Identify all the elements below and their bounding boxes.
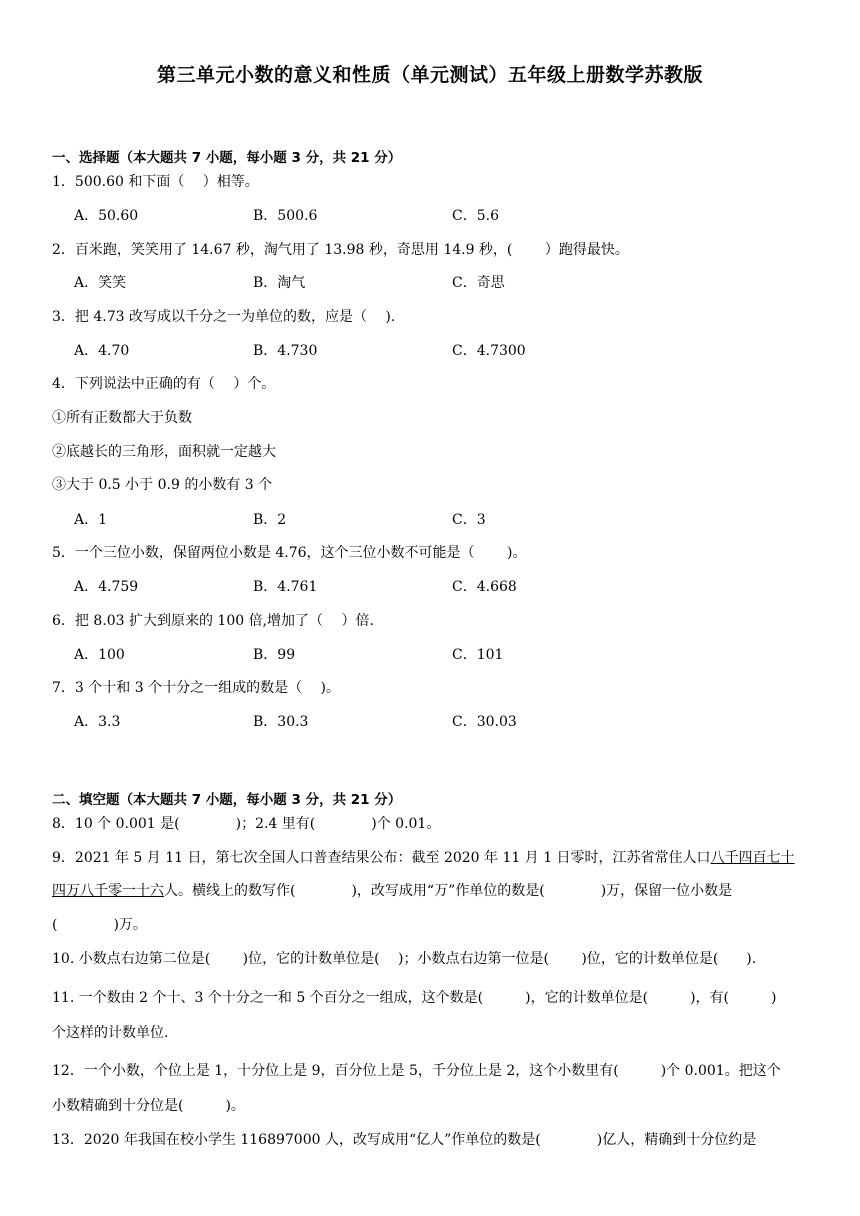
question-5: 5．一个三位小数，保留两位小数是 4.76，这个三位小数不可能是（ )。 [52, 545, 527, 561]
page-title: 第三单元小数的意义和性质（单元测试）五年级上册数学苏教版 [156, 64, 703, 86]
question-3: 3．把 4.73 改写成以千分之一为单位的数，应是（ ). [52, 309, 396, 325]
option-c: C．5.6 [452, 208, 499, 224]
question-9-line-2 [52, 881, 812, 901]
question-9-text: 9．2021 年 5 月 11 日，第七次全国人口普查结果公布：截至 2020 年 11 月 1 日零时，江苏省常住人口 [52, 850, 711, 866]
question-11-line-1: 11. 一个数由 2 个十、3 个十分之一和 5 个百分之一组成，这个数是( )，它的计数单位是( )，有( ) [52, 990, 777, 1006]
question-6: 6．把 8.03 扩大到原来的 100 倍,增加了（ ）倍. [52, 613, 374, 629]
option-a: A．4.759 [74, 579, 139, 595]
option-b: B．99 [253, 647, 296, 663]
question-12-line-1: 12．一个小数，个位上是 1，十分位上是 9，百分位上是 5，千分位上是 2，这个小数里有( )个 0.001。把这个 [52, 1063, 781, 1079]
underlined-number-part-1: 八千四百七十 [710, 850, 795, 866]
underlined-number-part-2: 四万八千零一十六 [52, 883, 164, 899]
statement-1: ①所有正数都大于负数 [52, 410, 192, 426]
section-heading-choice: 一、选择题（本大题共 7 小题，每小题 3 分，共 21 分） [52, 150, 402, 166]
question-4-options [74, 510, 814, 530]
statement-2: ②底越长的三角形，面积就一定越大 [52, 444, 276, 460]
question-1-options [74, 206, 814, 226]
question-3-options [74, 341, 814, 361]
question-11-line-2: 个这样的计数单位. [52, 1025, 169, 1041]
option-b: B．30.3 [253, 714, 309, 730]
option-a: A．笑笑 [74, 275, 127, 291]
section-heading-fill: 二、填空题（本大题共 7 小题，每小题 3 分，共 21 分） [52, 792, 402, 808]
option-b: B．500.6 [253, 208, 318, 224]
question-9-text-2: 人。横线上的数写作( )，改写成用“万”作单位的数是( )万，保留一位小数是 [164, 883, 733, 899]
question-2-options [74, 273, 814, 293]
question-5-options [74, 577, 814, 597]
question-10: 10. 小数点右边第二位是( )位，它的计数单位是( )；小数点右边第一位是( )位，它的计数单位是( ). [52, 951, 757, 967]
question-13: 13．2020 年我国在校小学生 116897000 人，改写成用“亿人”作单位的数是( )亿人，精确到十分位约是 [52, 1132, 757, 1148]
option-a: A．50.60 [74, 208, 139, 224]
option-a: A．3.3 [74, 714, 121, 730]
question-4: 4．下列说法中正确的有（ ）个。 [52, 376, 276, 392]
option-c: C．4.668 [452, 579, 517, 595]
option-c: C．4.7300 [452, 343, 526, 359]
question-8: 8．10 个 0.001 是( )；2.4 里有( )个 0.01。 [52, 816, 441, 832]
option-b: B．淘气 [253, 275, 306, 291]
option-c: C．30.03 [452, 714, 517, 730]
option-a: A．4.70 [74, 343, 130, 359]
question-1: 1．500.60 和下面（ ）相等。 [52, 174, 259, 190]
question-9-line-3: ( )万。 [52, 917, 147, 933]
question-2: 2．百米跑，笑笑用了 14.67 秒，淘气用了 13.98 秒，奇思用 14.9 秒，( ）跑得最快。 [52, 242, 629, 258]
option-c: C．3 [452, 512, 486, 528]
question-9-line-1 [52, 848, 812, 868]
option-c: C．101 [452, 647, 504, 663]
option-a: A．1 [74, 512, 108, 528]
question-7: 7．3 个十和 3 个十分之一组成的数是（ )。 [52, 680, 340, 696]
option-c: C．奇思 [452, 275, 505, 291]
question-12-line-2: 小数精确到十分位是( )。 [52, 1098, 245, 1114]
statement-3: ③大于 0.5 小于 0.9 的小数有 3 个 [52, 477, 273, 493]
question-7-options [74, 712, 814, 732]
option-b: B．2 [253, 512, 287, 528]
option-a: A．100 [74, 647, 125, 663]
option-b: B．4.761 [253, 579, 318, 595]
question-6-options [74, 645, 814, 665]
option-b: B．4.730 [253, 343, 318, 359]
